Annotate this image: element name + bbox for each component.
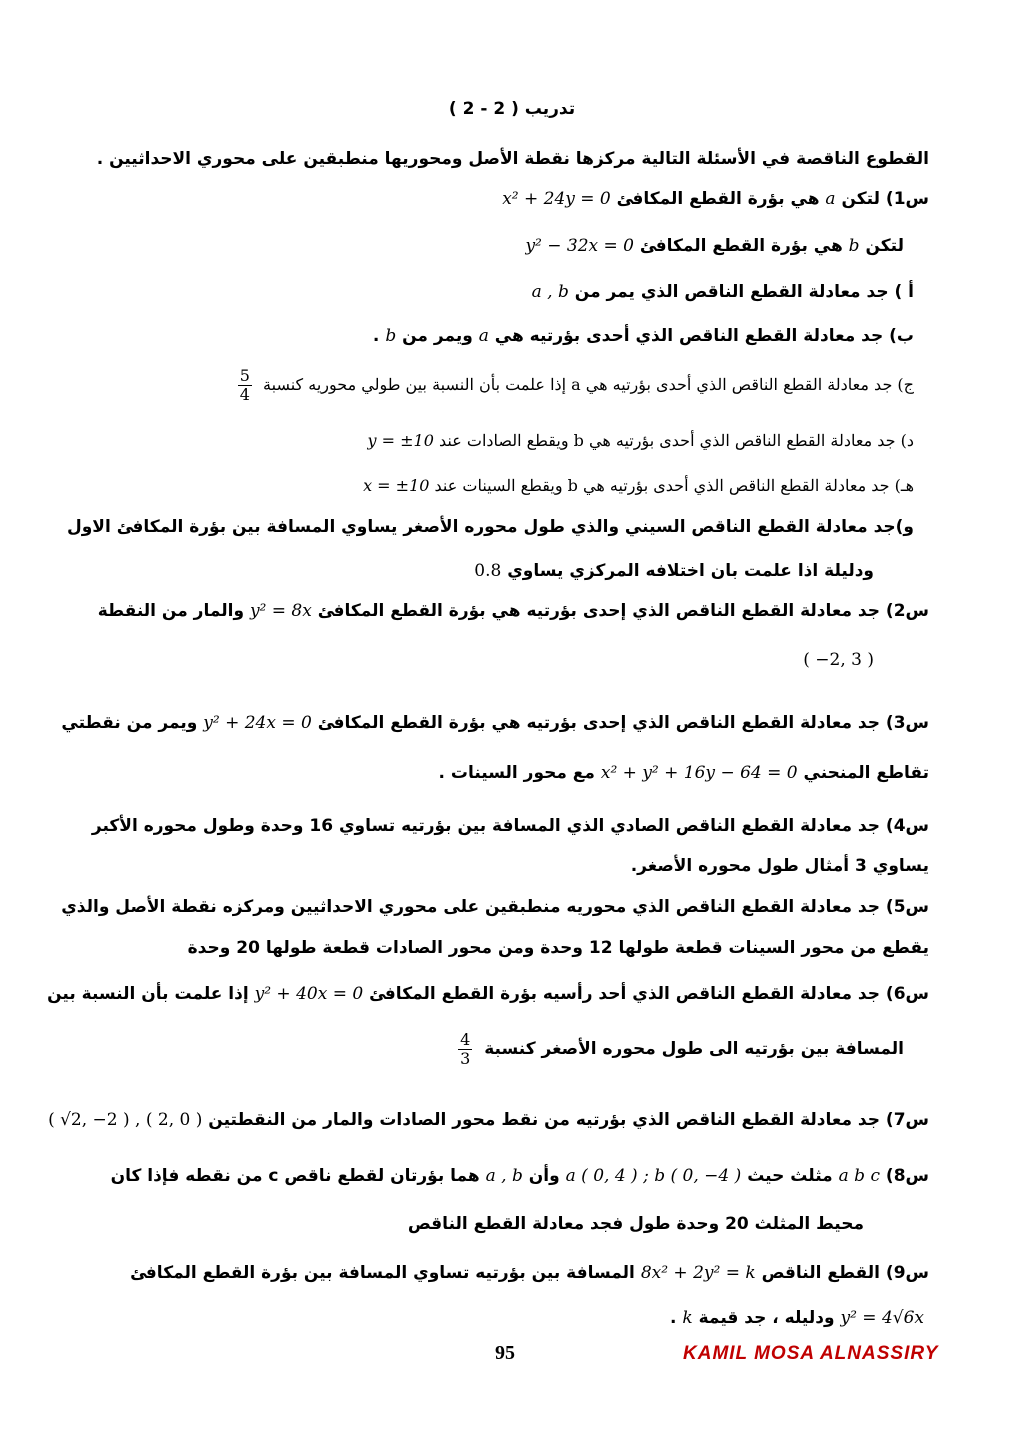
q8-mid: مثلث حيث xyxy=(747,1166,833,1186)
q1-part-f-line2 xyxy=(474,558,874,584)
q7-points: ( √2, −2 ) , ( 2, 0 ) xyxy=(48,1110,203,1130)
q1-e-eq: x = ±10 xyxy=(363,476,430,495)
q1-c-num: 5 xyxy=(239,366,250,385)
q1-part-e xyxy=(363,473,914,499)
q7-text: س7) جد معادلة القطع الناقص الذي بؤرتيه من نقط محور الصادات والمار من النقطتين xyxy=(208,1110,929,1130)
q1-part-f: و)جد معادلة القطع الناقص السيني والذي طول محوره الأصغر يساوي المسافة بين بؤرة المكافئ الاول xyxy=(66,517,914,537)
q8-and: وأن xyxy=(528,1166,560,1186)
q1-part-b xyxy=(373,323,914,349)
q2-point xyxy=(803,647,874,673)
q3-line2-end: مع محور السينات . xyxy=(438,763,595,783)
q8-end: هما بؤرتان لقطع ناقص c من نقطه فإذا كان xyxy=(110,1166,480,1186)
q9-line2 xyxy=(670,1305,924,1331)
q5-line1: س5) جد معادلة القطع الناقص الذي محوريه منطبقين على محوري الاحداثيين ومركزه نقطة الأصل والذي xyxy=(61,897,929,917)
q9-text: س9) القطع الناقص xyxy=(761,1263,929,1283)
q1-var-a: a xyxy=(825,189,836,209)
q1-a-eq: a , b xyxy=(531,282,569,302)
q6-den: 3 xyxy=(460,1048,471,1068)
q1-eq2: y² − 32x = 0 xyxy=(525,236,634,256)
q1-b-var2: b xyxy=(385,326,397,346)
q3-end: ويمر من نقطتي xyxy=(61,713,198,733)
q1-c-fraction xyxy=(238,367,252,404)
q9-line2-var: k xyxy=(682,1308,693,1328)
q1-f-text2: ودليلة اذا علمت بان اختلافه المركزي يساوي xyxy=(507,561,874,581)
q1-c-text: ج) جد معادلة القطع الناقص الذي أحدى بؤرتيه هي a إذا علمت بأن النسبة بين طولي محوريه كنسبة xyxy=(263,375,914,394)
q1-e-text: هـ) جد معادلة القطع الناقص الذي أحدى بؤرتيه هي b ويقطع السينات عند xyxy=(434,476,914,495)
q2-point-value: ( −2, 3 ) xyxy=(803,650,874,670)
q9-mid: المسافة بين بؤرتيه تساوي المسافة بين بؤرة القطع المكافئ xyxy=(130,1263,635,1283)
q9-line1 xyxy=(130,1260,929,1286)
q1-line1-mid: هي بؤرة القطع المكافئ xyxy=(616,189,820,209)
q1-part-d xyxy=(368,428,914,454)
q6-num: 4 xyxy=(460,1029,471,1049)
q1-d-text: د) جد معادلة القطع الناقص الذي أحدى بؤرتيه هي b ويقطع الصادات عند xyxy=(439,431,914,450)
intro-text: القطوع الناقصة في الأسئلة التالية مركزها نقطة الأصل ومحوريها منطبقين على محوري الاحداثيين . xyxy=(96,149,929,169)
q6-line2 xyxy=(452,1026,904,1072)
q1-a-text: أ ) جد معادلة القطع الناقص الذي يمر من xyxy=(574,282,914,302)
exercise-title: تدريب ( 2 - 2 ) xyxy=(448,99,576,119)
q2-end: والمار من النقطة xyxy=(97,601,245,621)
q3-line2-text: تقاطع المنحني xyxy=(803,763,929,783)
q1-d-eq: y = ±10 xyxy=(367,431,434,450)
q9-line2-eq: y² = 4√6x xyxy=(840,1308,924,1328)
q1-c-den: 4 xyxy=(239,385,250,404)
q7-line xyxy=(48,1107,929,1133)
q3-line2-eq: x² + y² + 16y − 64 = 0 xyxy=(600,763,798,783)
q6-text: س6) جد معادلة القطع الناقص الذي أحد رأسيه بؤرة القطع المكافئ xyxy=(369,984,929,1004)
q8-var: a b c xyxy=(838,1166,880,1186)
q6-eq: y² + 40x = 0 xyxy=(254,984,364,1004)
q8-line1 xyxy=(111,1163,929,1189)
q1-part-a xyxy=(532,279,914,305)
q1-b-var: a xyxy=(478,326,489,346)
q1-line2-text: لتكن xyxy=(865,236,904,256)
q6-line1 xyxy=(47,981,929,1007)
q6-end: إذا علمت بأن النسبة بين xyxy=(47,984,249,1004)
q1-line1-text: س1) لتكن xyxy=(841,189,929,209)
q4-line2: يساوي 3 أمثال طول محوره الأصغر. xyxy=(630,856,929,876)
q5-line2: يقطع من محور السينات قطعة طولها 12 وحدة ومن محور الصادات قطعة طولها 20 وحدة xyxy=(187,938,929,958)
q2-text: س2) جد معادلة القطع الناقص الذي إحدى بؤرتيه هي بؤرة القطع المكافئ xyxy=(317,601,929,621)
q1-line2 xyxy=(525,233,904,259)
q1-line2-mid: هي بؤرة القطع المكافئ xyxy=(639,236,843,256)
q1-line1 xyxy=(502,186,929,212)
page-number: 95 xyxy=(495,1342,515,1364)
q3-line2 xyxy=(439,760,929,786)
q1-b-mid: ويمر من xyxy=(402,326,473,346)
q9-line2-end: . xyxy=(669,1308,677,1328)
q8-line2: محيط المثلث 20 وحدة طول فجد معادلة القطع الناقص xyxy=(407,1214,864,1234)
q9-eq: 8x² + 2y² = k xyxy=(640,1263,756,1283)
q1-eq1: x² + 24y = 0 xyxy=(502,189,611,209)
q1-f-val: 0.8 xyxy=(474,561,502,581)
q1-var-b: b xyxy=(848,236,860,256)
q3-line1 xyxy=(61,710,929,736)
author-name: KAMIL MOSA ALNASSIRY xyxy=(683,1343,939,1364)
q4-line1: س4) جد معادلة القطع الناقص الصادي الذي المسافة بين بؤرتيه تساوي 16 وحدة وطول محوره الأكبر xyxy=(91,816,929,836)
q8-eq: a ( 0, 4 ) ; b ( 0, −4 ) xyxy=(565,1166,742,1186)
q3-text: س3) جد معادلة القطع الناقص الذي إحدى بؤرتيه هي بؤرة القطع المكافئ xyxy=(317,713,929,733)
q6-fraction xyxy=(458,1031,472,1068)
q8-text: س8) xyxy=(885,1166,929,1186)
q9-line2-mid: ودليله ، جد قيمة xyxy=(698,1308,835,1328)
q8-vars: a , b xyxy=(485,1166,523,1186)
q2-eq: y² = 8x xyxy=(249,601,312,621)
q1-b-text: ب) جد معادلة القطع الناقص الذي أحدى بؤرتيه هي xyxy=(494,326,914,346)
q3-eq: y² + 24x = 0 xyxy=(203,713,312,733)
q2-line1 xyxy=(98,598,929,624)
q6-line2-text: المسافة بين بؤرتيه الى طول محوره الأصغر كنسبة xyxy=(484,1039,904,1059)
q1-b-end: . xyxy=(372,326,380,346)
q1-part-c xyxy=(232,362,914,408)
